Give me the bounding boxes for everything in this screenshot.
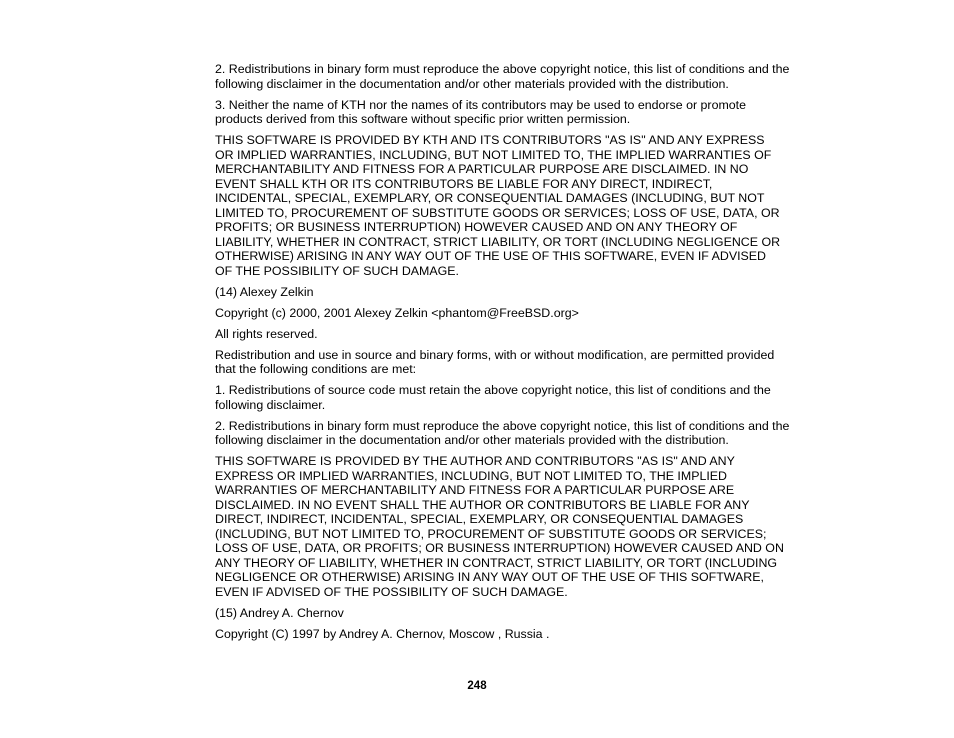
paragraph-redistribution-permitted: Redistribution and use in source and binary forms, with or without modification, are permitted provided that the following conditions are met:	[215, 347, 775, 376]
paragraph-endorse-kth: 3. Neither the name of KTH nor the names of its contributors may be used to endorse or promote products derived from this software without specific prior written permission.	[215, 97, 747, 126]
section-heading-alexey-zelkin: (14) Alexey Zelkin	[215, 284, 314, 299]
copyright-line-chernov: Copyright (C) 1997 by Andrey A. Chernov, Moscow , Russia .	[215, 626, 550, 641]
paragraph-redistribution-binary-kth: 2. Redistributions in binary form must reproduce the above copyright notice, this list of conditions and the following disclaimer in the documentation and/or other materials provided with the distribution.	[215, 62, 790, 91]
document-body	[215, 62, 827, 648]
paragraph-disclaimer-author: THIS SOFTWARE IS PROVIDED BY THE AUTHOR AND CONTRIBUTORS "AS IS" AND ANY EXPRESS OR IMPLIED WARRANTIES, INCLUDING, BUT NOT LIMITED TO, THE IMPLIED WARRANTIES OF MERCHANTABILITY AND FITNESS FOR A PARTICULAR PURPOSE ARE DISCLAIMED. IN NO EVENT SHALL THE AUTHOR OR CONTRIBUTORS BE LIABLE FOR ANY DIRECT, INDIRECT, INCIDENTAL, SPECIAL, EXEMPLARY, OR CONSEQUENTIAL DAMAGES (INCLUDING, BUT NOT LIMITED TO, PROCUREMENT OF SUBSTITUTE GOODS OR SERVICES; LOSS OF USE, DATA, OR PROFITS; OR BUSINESS INTERRUPTION) HOWEVER CAUSED AND ON ANY THEORY OF LIABILITY, WHETHER IN CONTRACT, STRICT LIABILITY, OR TORT (INCLUDING NEGLIGENCE OR OTHERWISE) ARISING IN ANY WAY OUT OF THE USE OF THIS SOFTWARE, EVEN IF ADVISED OF THE POSSIBILITY OF SUCH DAMAGE.	[215, 454, 784, 599]
page-number: 248	[467, 680, 487, 692]
copyright-line-zelkin: Copyright (c) 2000, 2001 Alexey Zelkin <phantom@FreeBSD.org>	[215, 305, 579, 320]
paragraph-disclaimer-kth: THIS SOFTWARE IS PROVIDED BY KTH AND ITS CONTRIBUTORS "AS IS" AND ANY EXPRESS OR IMPLIED WARRANTIES, INCLUDING, BUT NOT LIMITED TO, THE IMPLIED WARRANTIES OF MERCHANTABILITY AND FITNESS FOR A PARTICULAR PURPOSE ARE DISCLAIMED. IN NO EVENT SHALL KTH OR ITS CONTRIBUTORS BE LIABLE FOR ANY DIRECT, INDIRECT, INCIDENTAL, SPECIAL, EXEMPLARY, OR CONSEQUENTIAL DAMAGES (INCLUDING, BUT NOT LIMITED TO, PROCUREMENT OF SUBSTITUTE GOODS OR SERVICES; LOSS OF USE, DATA, OR PROFITS; OR BUSINESS INTERRUPTION) HOWEVER CAUSED AND ON ANY THEORY OF LIABILITY, WHETHER IN CONTRACT, STRICT LIABILITY, OR TORT (INCLUDING NEGLIGENCE OR OTHERWISE) ARISING IN ANY WAY OUT OF THE USE OF THIS SOFTWARE, EVEN IF ADVISED OF THE POSSIBILITY OF SUCH DAMAGE.	[215, 133, 781, 278]
section-heading-andrey-chernov: (15) Andrey A. Chernov	[215, 605, 344, 620]
paragraph-binary-form-condition: 2. Redistributions in binary form must reproduce the above copyright notice, this list of conditions and the following disclaimer in the documentation and/or other materials provided with the distribution.	[215, 418, 790, 447]
paragraph-source-code-condition: 1. Redistributions of source code must retain the above copyright notice, this list of conditions and the following disclaimer.	[215, 383, 771, 412]
rights-reserved-line: All rights reserved.	[215, 326, 318, 341]
